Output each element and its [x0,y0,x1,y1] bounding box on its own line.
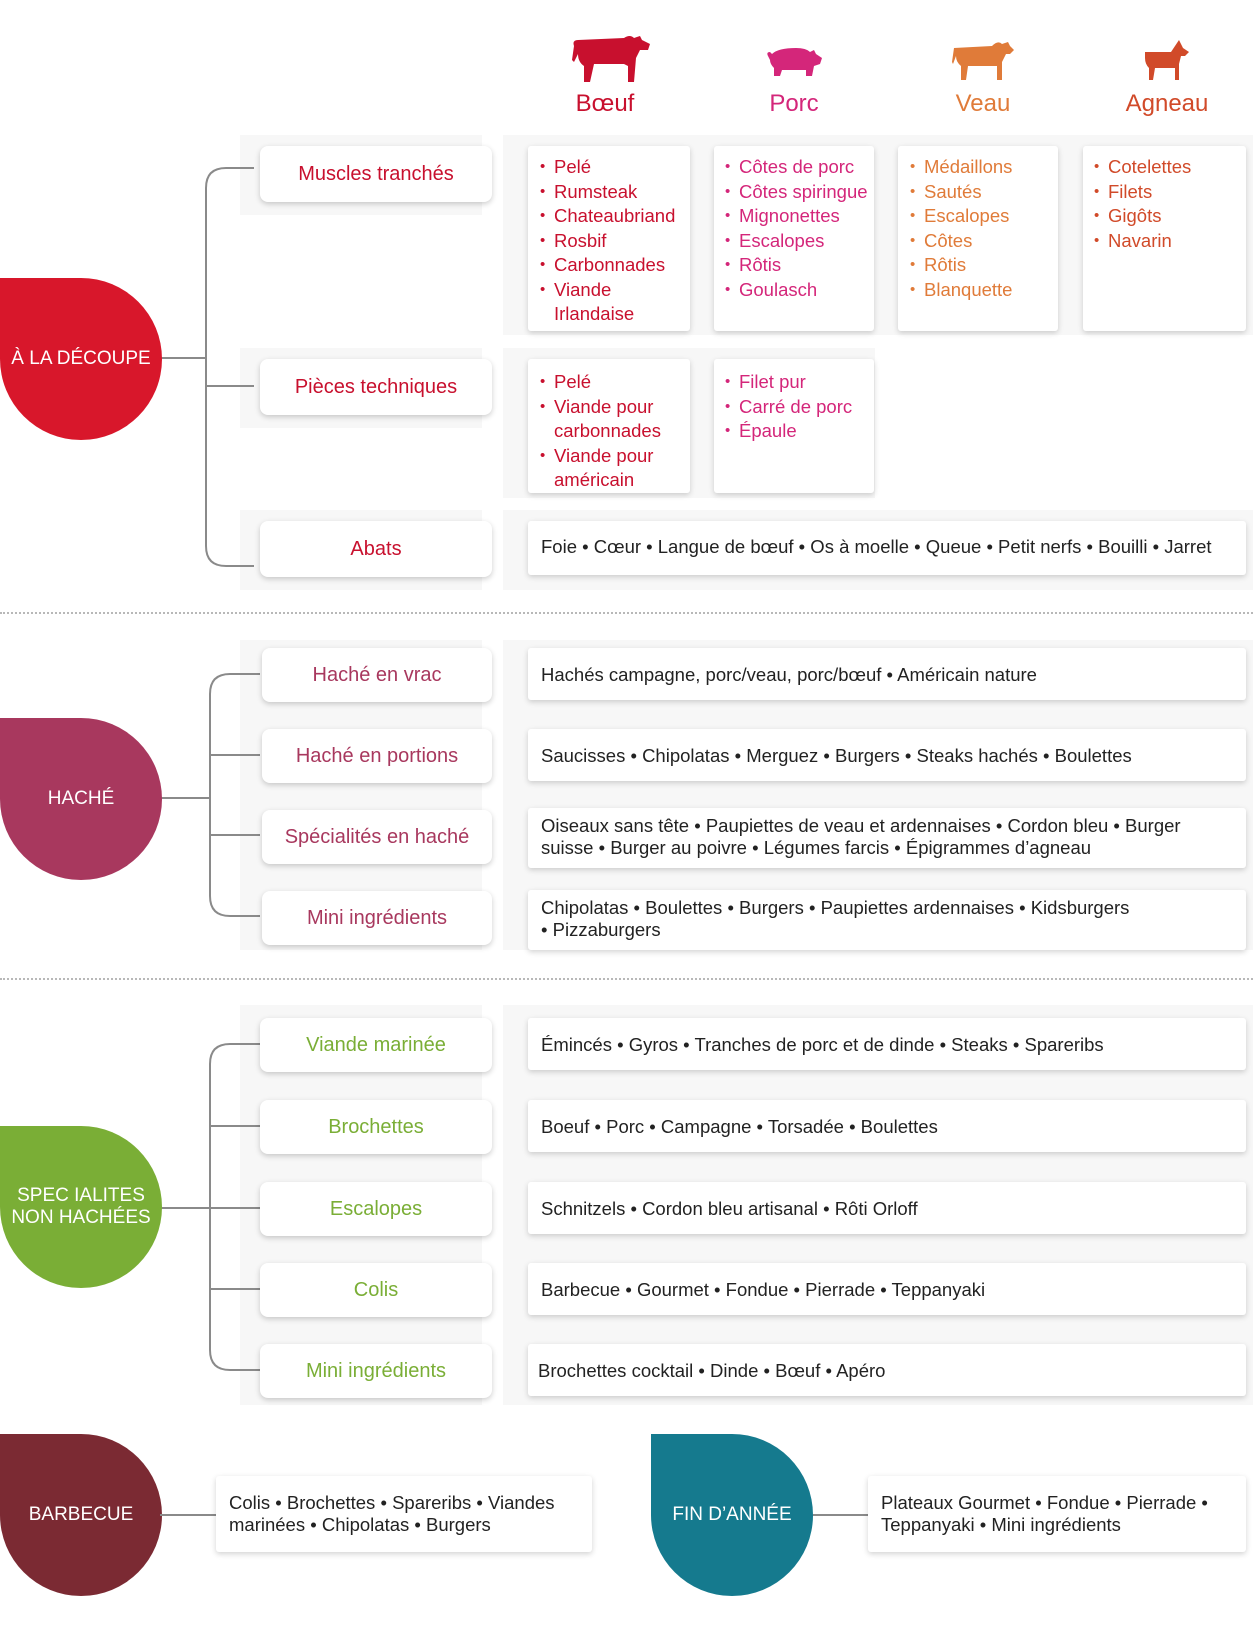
list-item: • Médaillons [910,155,1055,180]
barbecue-text: Colis • Brochettes • Spareribs • Viandes marinées • Chipolatas • Burgers [229,1492,555,1535]
list-item: • Côtes spiringue [725,180,870,205]
spec-escalopes-text: Schnitzels • Cordon bleu artisanal • Rôti Orloff [541,1198,918,1219]
list-item: • Chateaubriand [540,204,685,229]
hache-vrac-text: Hachés campagne, porc/veau, porc/bœuf • Américain nature [541,664,1037,685]
subcat-hache-mini[interactable]: Mini ingrédients [262,891,492,945]
list-muscles-porc [725,155,870,302]
list-item: • Rôtis [725,253,870,278]
subcat-spec-mini[interactable]: Mini ingrédients [260,1344,492,1398]
decoupe-circle [0,278,162,440]
separator-1 [0,612,1253,614]
list-item: • Pelé [540,155,685,180]
list-item: • Escalopes [725,229,870,254]
decoupe-connector [160,150,260,570]
list-item: • Gigôts [1094,204,1239,229]
subcat-hache-vrac[interactable]: Haché en vrac [262,648,492,702]
list-item: • Viande Irlandaise [540,278,685,327]
subcat-spec-escalopes[interactable]: Escalopes [260,1182,492,1236]
calf-icon [952,38,1014,82]
list-item: • Rumsteak [540,180,685,205]
list-item: • Pelé [540,370,685,395]
spec-colis-text: Barbecue • Gourmet • Fondue • Pierrade • Teppanyaki [541,1279,986,1300]
list-item: • Côtes de porc [725,155,870,180]
animal-label-agneau: Agneau [1125,90,1209,117]
goat-icon [1143,40,1189,80]
separator-2 [0,978,1253,980]
list-item: • Sautés [910,180,1055,205]
cow-icon [570,32,652,84]
list-muscles-veau [910,155,1055,302]
hache-mini-text: Chipolatas • Boulettes • Burgers • Paupiettes ardennaises • Kidsburgers • Pizzaburgers [541,897,1130,940]
animal-label-veau: Veau [955,90,1011,117]
hache-connector [160,660,260,930]
spec-title-line1: SPEC IALITES [17,1185,145,1206]
barbecue-connector [160,1510,220,1520]
list-muscles-agneau [1094,155,1239,253]
subcat-muscles[interactable]: Muscles tranchés [260,146,492,202]
spec-mini-text: Brochettes cocktail • Dinde • Bœuf • Apéro [538,1360,886,1381]
spec-brochettes-text: Boeuf • Porc • Campagne • Torsadée • Boulettes [541,1116,938,1137]
barbecue-circle [0,1434,162,1596]
list-item: • Cotelettes [1094,155,1239,180]
spec-marinee-text: Émincés • Gyros • Tranches de porc et de dinde • Steaks • Spareribs [541,1034,1104,1055]
subcat-spec-colis[interactable]: Colis [260,1263,492,1317]
list-item: • Filets [1094,180,1239,205]
animal-label-boeuf: Bœuf [575,90,635,117]
spec-connector [160,1030,260,1400]
subcat-spec-marinee[interactable]: Viande marinée [260,1018,492,1072]
list-item: • Côtes [910,229,1055,254]
decoupe-title: À LA DÉCOUPE [11,348,151,369]
fin-annee-title: FIN D’ANNÉE [672,1504,792,1525]
list-item: • Rôtis [910,253,1055,278]
subcat-techniques[interactable]: Pièces techniques [260,359,492,415]
list-item: • Mignonettes [725,204,870,229]
spec-circle [0,1126,162,1288]
list-techniques-porc [725,370,870,444]
list-item: • Épaule [725,419,870,444]
fin-annee-connector [813,1510,873,1520]
list-item: • Viande pour carbonnades [540,395,685,444]
fin-annee-text: Plateaux Gourmet • Fondue • Pierrade • Teppanyaki • Mini ingrédients [881,1492,1208,1535]
list-item: • Navarin [1094,229,1239,254]
list-item: • Blanquette [910,278,1055,303]
hache-specialites-text: Oiseaux sans tête • Paupiettes de veau et ardennaises • Cordon bleu • Burger suisse • Burger au poivre • Légumes farcis • Épigrammes d’agneau [541,815,1181,858]
abats-text: Foie • Cœur • Langue de bœuf • Os à moelle • Queue • Petit nerfs • Bouilli • Jarret [541,536,1212,557]
subcat-abats[interactable]: Abats [260,521,492,577]
list-item: • Carré de porc [725,395,870,420]
fin-annee-circle [651,1434,813,1596]
subcat-hache-specialites[interactable]: Spécialités en haché [262,810,492,864]
list-item: • Escalopes [910,204,1055,229]
hache-circle [0,718,162,880]
list-item: • Goulasch [725,278,870,303]
list-muscles-boeuf [540,155,685,327]
hache-title: HACHÉ [47,788,115,809]
subcat-spec-brochettes[interactable]: Brochettes [260,1100,492,1154]
animal-header-row [0,0,1253,125]
hache-portions-text: Saucisses • Chipolatas • Merguez • Burgers • Steaks hachés • Boulettes [541,745,1132,766]
list-item: • Carbonnades [540,253,685,278]
spec-title-line2: NON HACHÉES [11,1207,151,1228]
list-item: • Viande pour américain [540,444,685,493]
list-item: • Rosbif [540,229,685,254]
list-item: • Filet pur [725,370,870,395]
pig-icon [766,46,822,78]
list-techniques-boeuf [540,370,685,493]
animal-label-porc: Porc [769,90,819,117]
subcat-hache-portions[interactable]: Haché en portions [262,729,492,783]
barbecue-title: BARBECUE [28,1504,134,1525]
